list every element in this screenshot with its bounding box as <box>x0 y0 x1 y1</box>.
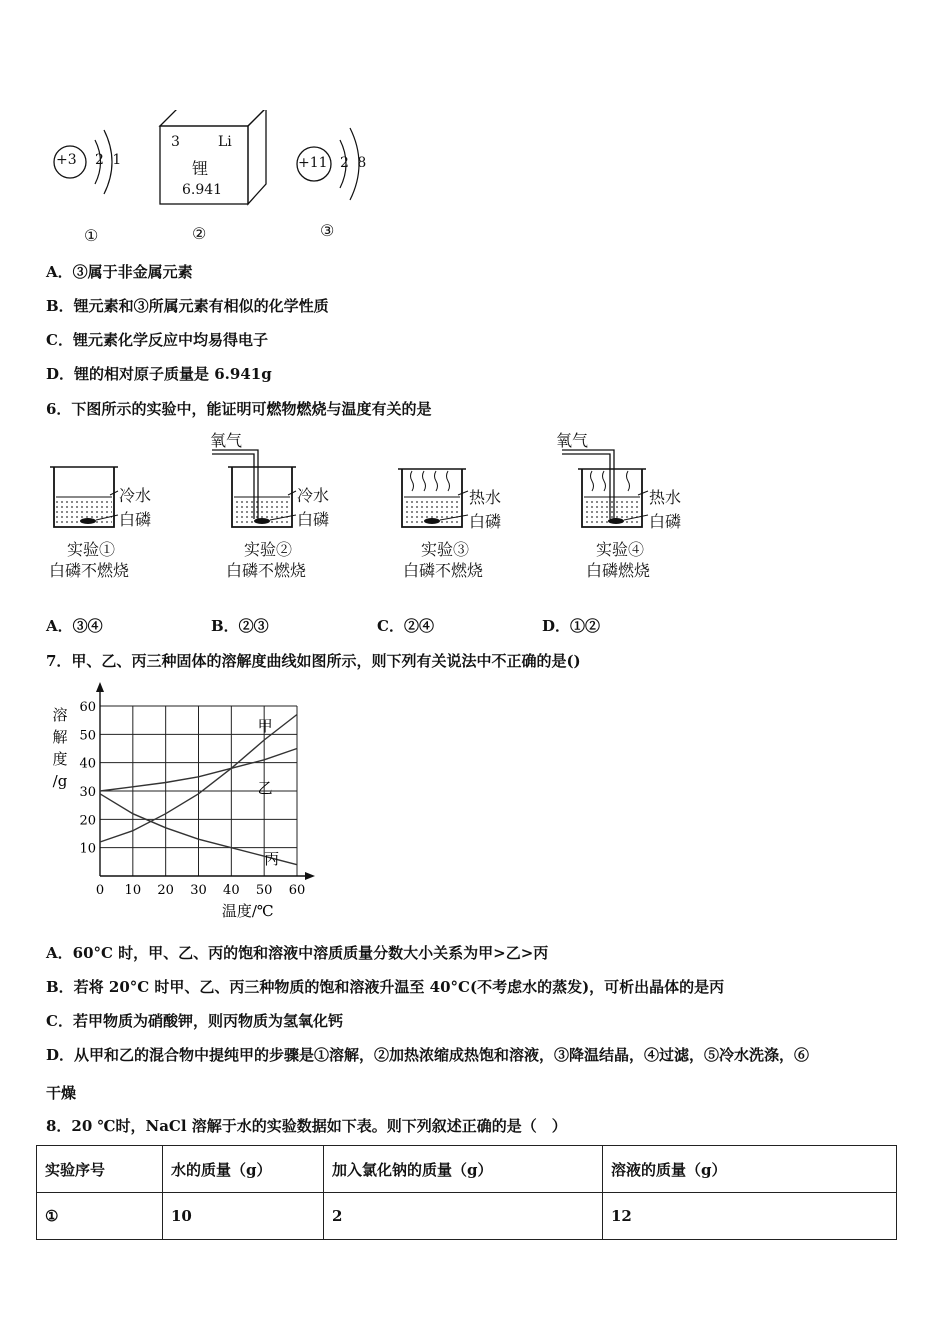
table-header-row <box>37 1146 897 1193</box>
exp2-name: 实验② <box>244 540 293 559</box>
exp2-water: 冷水 <box>297 486 330 505</box>
q8-question: 8．20 ℃时，NaCl 溶解于水的实验数据如下表。则下列叙述正确的是（ ） <box>46 1117 567 1135</box>
q7-option-b: B．若将 20°C 时甲、乙、丙三种物质的饱和溶液升温至 40°C(不考虑水的蒸发)，可析出晶体的是丙 <box>46 978 725 996</box>
exp3-water: 热水 <box>469 488 502 507</box>
q7-option-d: D．从甲和乙的混合物中提纯甲的步骤是①溶解，②加热浓缩成热饱和溶液，③降温结晶，④过滤，⑤冷水洗涤，⑥ <box>46 1046 810 1064</box>
q6-option-d: D．①② <box>542 617 601 635</box>
table-cell: 10 <box>163 1193 324 1240</box>
y-tick-label: 60 <box>79 700 96 715</box>
q5-option-a: A．③属于非金属元素 <box>46 263 193 281</box>
element-mass: 6.941 <box>182 182 223 198</box>
table-cell: 2 <box>324 1193 603 1240</box>
atom1-nucleus: +3 <box>56 152 77 168</box>
atom3-shells: 2 8 <box>340 155 369 171</box>
element-symbol: Li <box>218 134 232 150</box>
element-number: 3 <box>171 134 180 150</box>
exp4-water: 热水 <box>649 488 682 507</box>
x-axis-arrow <box>305 872 315 880</box>
exp2-result: 白磷不燃烧 <box>226 561 307 580</box>
exp4-result: 白磷燃烧 <box>586 561 651 580</box>
x-tick-label: 10 <box>124 883 142 898</box>
oxygen-label-2: 氧气 <box>210 431 243 450</box>
beaker-1 <box>50 467 118 527</box>
exp1-name: 实验① <box>67 540 116 559</box>
y-tick-label: 50 <box>79 728 96 744</box>
q7-option-a: A．60°C 时，甲、乙、丙的饱和溶液中溶质质量分数大小关系为甲>乙>丙 <box>46 944 549 962</box>
y-axis-arrow <box>96 682 104 692</box>
q6-option-c: C．②④ <box>377 617 434 635</box>
q7-option-c: C．若甲物质为硝酸钾，则丙物质为氢氧化钙 <box>46 1012 343 1030</box>
x-tick-label: 30 <box>190 883 207 898</box>
exp3-result: 白磷不燃烧 <box>403 561 484 580</box>
atom3-label: ③ <box>320 221 335 240</box>
series-label: 甲 <box>257 716 273 735</box>
element-name: 锂 <box>192 159 209 178</box>
table-header-cell: 水的质量（g） <box>163 1146 324 1193</box>
table-header-cell: 溶液的质量（g） <box>603 1146 897 1193</box>
oxygen-label-4: 氧气 <box>556 431 589 450</box>
beaker-2 <box>212 450 296 527</box>
exp4-phosphorus: 白磷 <box>649 512 682 531</box>
series-label: 丙 <box>264 850 280 868</box>
atom1-shells: 2 1 <box>95 152 124 168</box>
exp4-name: 实验④ <box>596 540 645 559</box>
beaker-3 <box>398 469 468 527</box>
y-axis-label: /g <box>52 772 68 790</box>
q5-option-d: D．锂的相对原子质量是 6.941g <box>46 365 272 383</box>
y-axis-label: 度 <box>52 750 68 768</box>
y-tick-label: 40 <box>79 756 96 772</box>
series-label: 乙 <box>257 779 273 798</box>
table-row <box>37 1193 897 1240</box>
element-box-label: ② <box>192 224 207 243</box>
exp3-name: 实验③ <box>421 540 470 559</box>
atom3-nucleus: +11 <box>298 155 328 171</box>
y-axis-label: 解 <box>52 728 68 746</box>
table-cell: ① <box>37 1193 163 1240</box>
x-tick-label: 40 <box>223 883 240 898</box>
x-tick-label: 60 <box>288 883 306 898</box>
y-tick-label: 10 <box>79 841 96 857</box>
atom1-label: ① <box>84 226 99 245</box>
x-tick-label: 50 <box>255 883 273 898</box>
q5-option-b: B．锂元素和③所属元素有相似的化学性质 <box>46 297 329 315</box>
exp1-water: 冷水 <box>119 486 152 505</box>
q6-option-b: B．②③ <box>211 617 269 635</box>
x-tick-label: 20 <box>157 883 174 898</box>
x-axis-label: 温度/℃ <box>221 902 274 920</box>
exp2-phosphorus: 白磷 <box>297 510 330 529</box>
q7-option-d-continued: 干燥 <box>46 1084 77 1102</box>
y-axis-label: 溶 <box>52 706 68 724</box>
q6-option-a: A．③④ <box>46 617 103 635</box>
table-header-cell: 加入氯化钠的质量（g） <box>324 1146 603 1193</box>
x-tick-label: 0 <box>95 883 105 898</box>
exp1-phosphorus: 白磷 <box>119 510 152 529</box>
exp3-phosphorus: 白磷 <box>469 512 502 531</box>
q8-table <box>36 1145 897 1240</box>
y-tick-label: 30 <box>79 785 96 800</box>
q6-question: 6．下图所示的实验中，能证明可燃物燃烧与温度有关的是 <box>46 400 432 418</box>
y-tick-label: 20 <box>79 813 96 829</box>
q5-option-c: C．锂元素化学反应中均易得电子 <box>46 331 268 349</box>
table-header-cell: 实验序号 <box>37 1146 163 1193</box>
table-cell: 12 <box>603 1193 897 1240</box>
beaker-4 <box>562 450 648 527</box>
q7-question: 7．甲、乙、丙三种固体的溶解度曲线如图所示，则下列有关说法中不正确的是() <box>46 652 581 670</box>
solubility-chart <box>40 678 340 923</box>
exp1-result: 白磷不燃烧 <box>49 561 130 580</box>
